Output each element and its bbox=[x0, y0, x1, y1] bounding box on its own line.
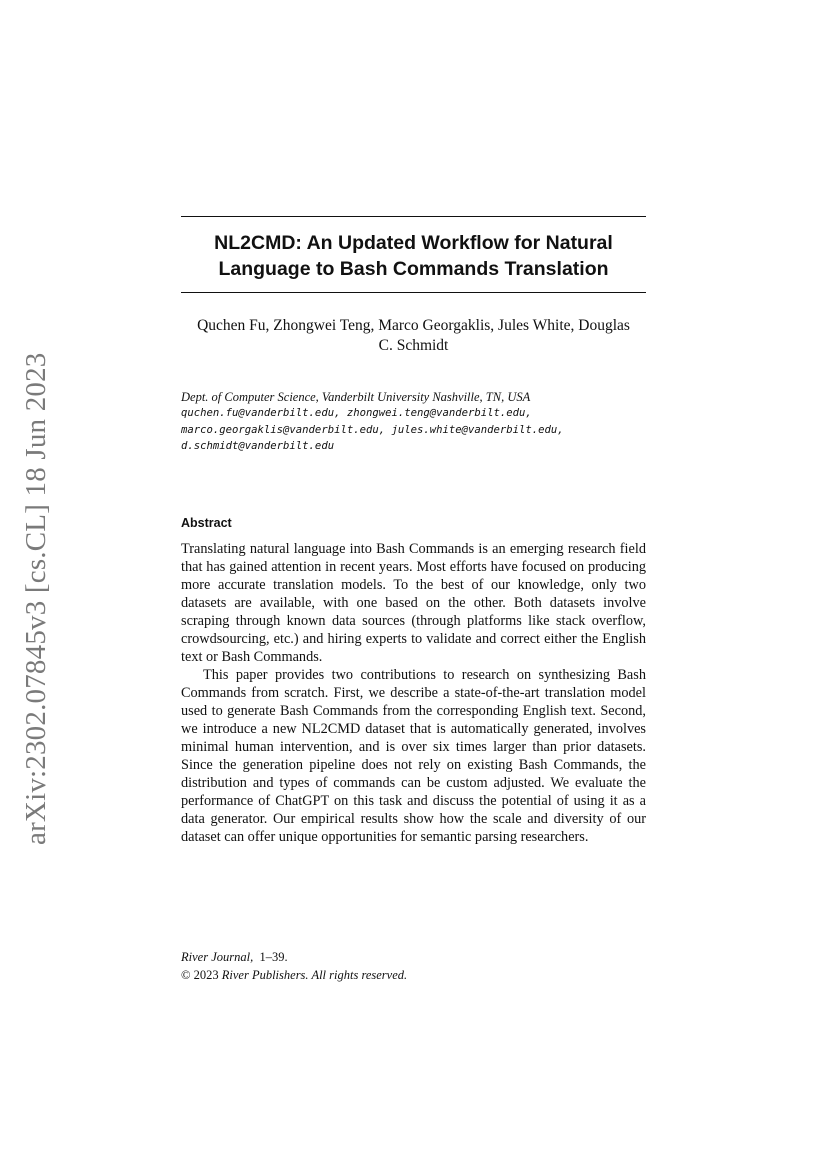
paper-title bbox=[181, 230, 646, 282]
affiliation-block bbox=[181, 389, 646, 454]
title-bottom-rule bbox=[181, 292, 646, 293]
copyright-year: © 2023 bbox=[181, 967, 219, 982]
affiliation-department: Dept. of Computer Science, Vanderbilt University Nashville, TN, USA bbox=[181, 390, 531, 404]
abstract-paragraph-2: This paper provides two contributions to research on synthesizing Bash Commands from scratch. First, we describe a state-of-the-art translation model used to generate Bash Commands from the corresponding English text. Second, we introduce a new NL2CMD dataset that is automatically generated, involves minimal human intervention, and is over six times larger than prior datasets. Since the generation pipeline does not rely on existing Bash Commands, the distribution and types of commands can be custom adjusted. We evaluate the performance of ChatGPT on this task and discuss the potential of using it as a data generator. Our empirical results show how the scale and diversity of our dataset can offer unique opportunities for semantic parsing researchers. bbox=[181, 667, 646, 845]
paper-title-line-1: NL2CMD: An Updated Workflow for Natural bbox=[214, 232, 613, 254]
author-list bbox=[181, 316, 646, 356]
publication-footer bbox=[181, 949, 646, 984]
abstract-heading: Abstract bbox=[181, 516, 232, 530]
author-list-line-2: C. Schmidt bbox=[378, 337, 449, 354]
abstract-paragraph-1: Translating natural language into Bash Commands is an emerging research field that has gained attention in recent years. Most efforts have focused on producing more accurate translation models. To the best of our knowledge, only two datasets are available, with one based on the other. Both datasets involve scraping through known data sources (through platforms like stack overflow, crowdsourcing, etc.) and hiring experts to validate and correct either the English text or Bash Commands. bbox=[181, 541, 646, 665]
title-top-rule bbox=[181, 216, 646, 217]
author-list-line-1: Quchen Fu, Zhongwei Teng, Marco Georgaklis, Jules White, Douglas bbox=[197, 317, 630, 334]
journal-name: River Journal, bbox=[181, 950, 254, 964]
copyright-line bbox=[181, 967, 646, 985]
abstract-body bbox=[181, 540, 646, 846]
arxiv-identifier-stamp: arXiv:2302.07845v3 [cs.CL] 18 Jun 2023 bbox=[20, 352, 52, 845]
email-line-1: quchen.fu@vanderbilt.edu, zhongwei.teng@vanderbilt.edu, bbox=[181, 407, 532, 420]
email-line-3: d.schmidt@vanderbilt.edu bbox=[181, 439, 335, 452]
email-line-2: marco.georgaklis@vanderbilt.edu, jules.white@vanderbilt.edu, bbox=[181, 423, 564, 436]
paper-title-line-2: Language to Bash Commands Translation bbox=[218, 258, 609, 280]
journal-line bbox=[181, 949, 646, 967]
copyright-publisher: River Publishers. All rights reserved. bbox=[221, 967, 408, 982]
journal-pages: 1–39. bbox=[259, 950, 288, 964]
